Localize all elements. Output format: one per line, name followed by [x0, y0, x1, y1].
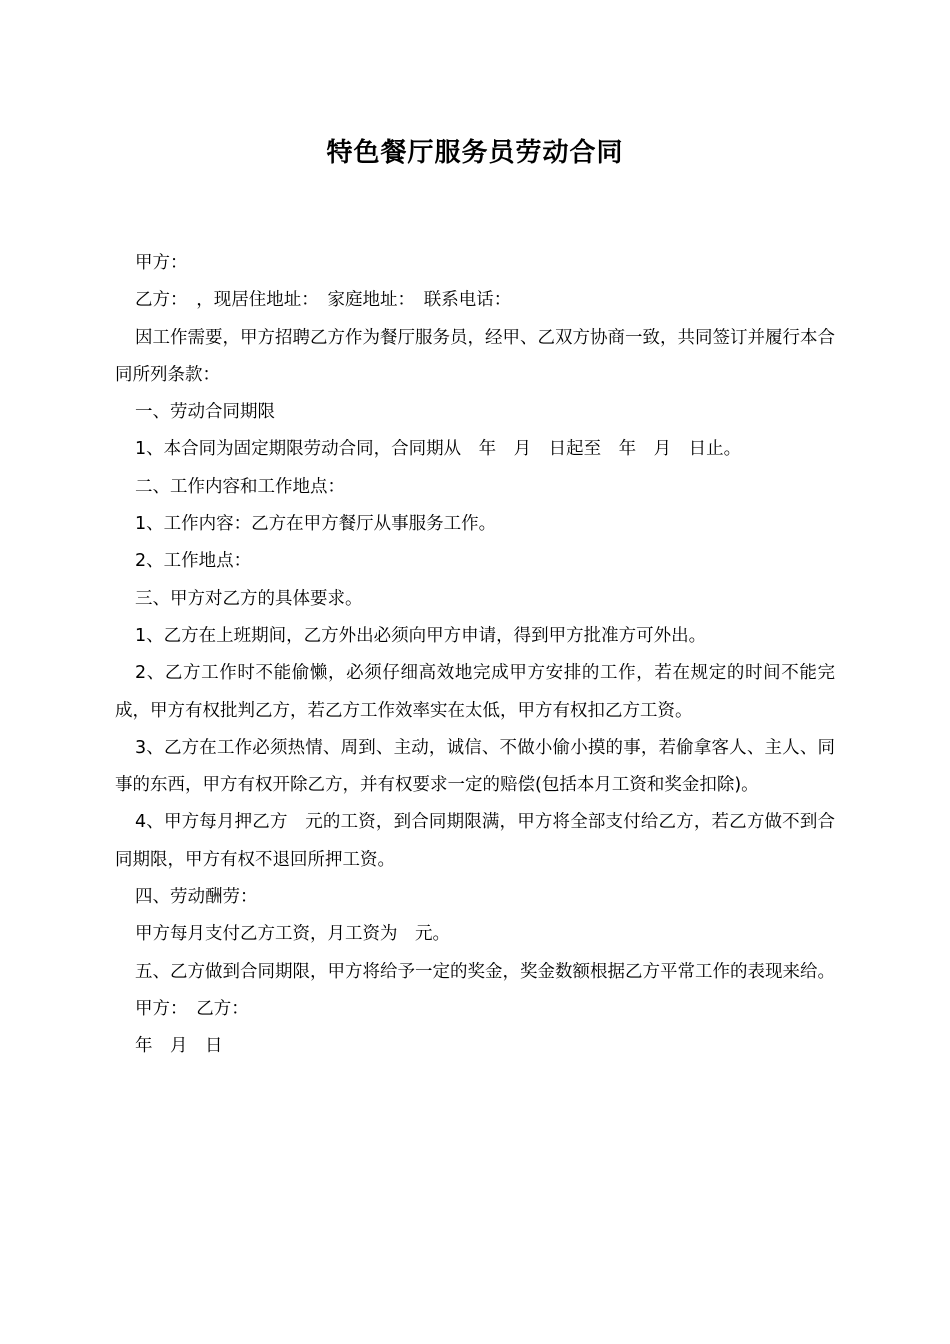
- clause-2-1: 1、工作内容：乙方在甲方餐厅从事服务工作。: [135, 514, 497, 535]
- clause-1-1: 1、本合同为固定期限劳动合同，合同期从 年 月 日起至 年 月 日止。: [135, 439, 742, 460]
- preamble-paragraph: 因工作需要，甲方招聘乙方作为餐厅服务员，经甲、乙双方协商一致，共同签订并履行本合同所列条款：: [115, 327, 835, 385]
- section-heading-2: 二、工作内容和工作地点：: [135, 476, 345, 497]
- date-line: 年 月 日: [135, 1036, 223, 1057]
- section-5-paragraph: 五、乙方做到合同期限，甲方将给予一定的奖金，奖金数额根据乙方平常工作的表现来给。: [135, 961, 835, 982]
- clause-2-2: 2、工作地点：: [135, 551, 252, 572]
- section-heading-3: 三、甲方对乙方的具体要求。: [135, 588, 363, 609]
- clause-3-3: 3、乙方在工作必须热情、周到、主动，诚信、不做小偷小摸的事，若偷拿客人、主人、同事的东西，甲方有权开除乙方，并有权要求一定的赔偿(包括本月工资和奖金扣除)。: [115, 737, 835, 796]
- document-title: 特色餐厅服务员劳动合同: [326, 138, 624, 168]
- party-b-line: 乙方： ，现居住地址： 家庭地址： 联系电话：: [135, 290, 512, 311]
- section-heading-1: 一、劳动合同期限: [135, 402, 275, 423]
- clause-4-1: 甲方每月支付乙方工资，月工资为 元。: [135, 924, 450, 945]
- party-a-line: 甲方：: [135, 253, 188, 273]
- clause-3-1: 1、乙方在上班期间，乙方外出必须向甲方申请，得到甲方批准方可外出。: [135, 625, 707, 646]
- clause-3-4: 4、甲方每月押乙方 元的工资，到合同期限满，甲方将全部支付给乙方，若乙方做不到合同期限，甲方有权不退回所押工资。: [115, 812, 835, 870]
- section-heading-4: 四、劳动酬劳：: [135, 887, 258, 908]
- document-body: [115, 245, 835, 1066]
- clause-3-2: 2、乙方工作时不能偷懒，必须仔细高效地完成甲方安排的工作，若在规定的时间不能完成，甲方有权批判乙方，若乙方工作效率实在太低，甲方有权扣乙方工资。: [115, 663, 835, 721]
- signature-line: 甲方： 乙方：: [135, 998, 249, 1019]
